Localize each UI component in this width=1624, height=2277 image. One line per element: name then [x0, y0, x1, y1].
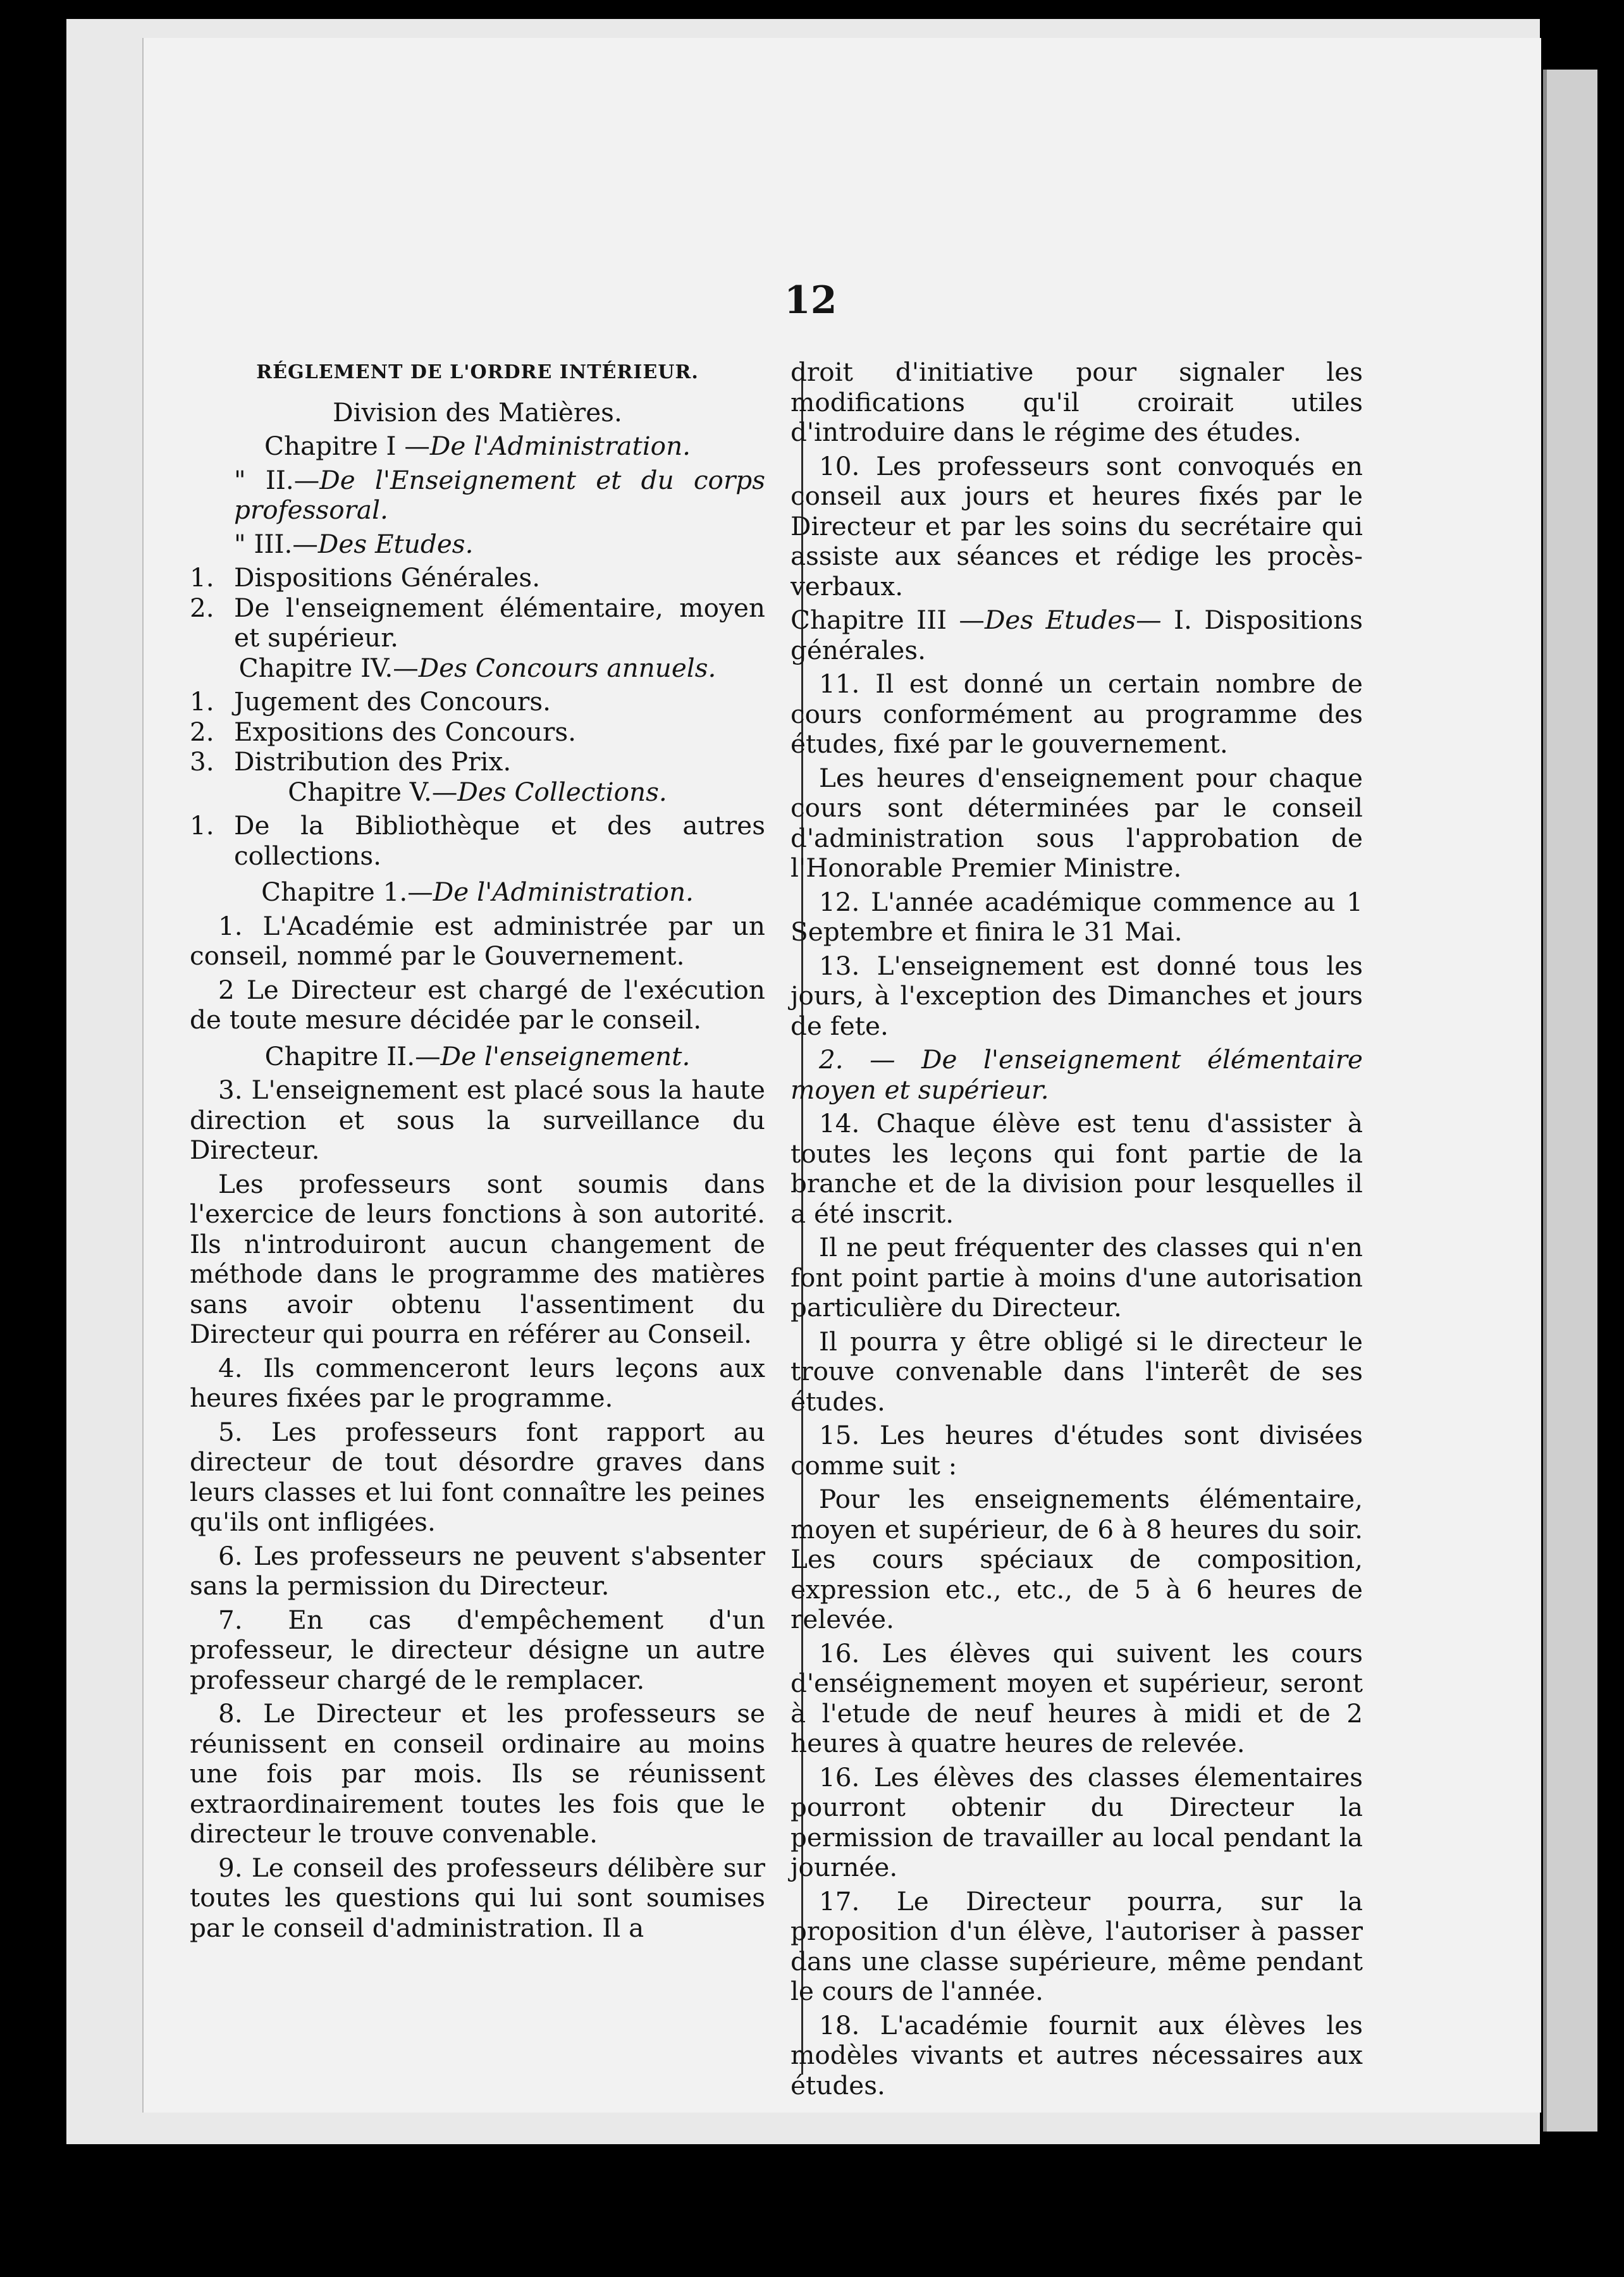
toc-chapter-1-title: De l'Administration.: [429, 431, 691, 461]
chapter-2-heading: [190, 1042, 765, 1072]
article-2: 2 Le Directeur est chargé de l'exécution de toute mesure décidée par le conseil.: [190, 974, 765, 1035]
article-14-paragraph-3: Il pourra y être obligé si le directeur le trouve convenable dans l'interêt de ses études.: [790, 1326, 1363, 1417]
toc-chapter-5: [190, 777, 765, 808]
list-item: [190, 717, 765, 748]
section-2-title: 2. — De l'enseignement élémentaire moyen et supérieur.: [790, 1044, 1363, 1105]
article-17: 17. Le Directeur pourra, sur la proposition d'un élève, l'autoriser à passer dans une classe supérieure, même pendant le cours de l'année.: [790, 1885, 1363, 2006]
division-heading: Division des Matières.: [333, 397, 622, 428]
list-item-text: De l'enseignement élémentaire, moyen et supérieur.: [234, 592, 765, 653]
list-item-number: 1.: [190, 562, 214, 593]
article-3: 3. L'enseignement est placé sous la haute direction et sous la surveillance du Directeur.: [190, 1075, 765, 1165]
chapter-3-prefix: Chapitre III —: [790, 605, 985, 635]
article-7: 7. En cas d'empêchement d'un professeur, le directeur désigne un autre professeur chargé de le remplacer.: [190, 1604, 765, 1695]
list-item-number: 2.: [190, 592, 214, 623]
chapter-1-prefix: Chapitre 1.—: [261, 877, 433, 907]
right-column: [790, 357, 1363, 2104]
page-edge: [1543, 70, 1597, 2132]
concours-list: [190, 687, 765, 777]
chapter-3-title: Des Etudes—: [984, 605, 1162, 635]
list-item-text: Dispositions Générales.: [234, 562, 541, 593]
list-item-text: Distribution des Prix.: [234, 746, 512, 777]
list-item: [190, 811, 765, 871]
article-15-paragraph: Pour les enseignements élémentaire, moyen et supérieur, de 6 à 8 heures du soir. Les cours spéciaux de composition, expression etc., etc., de 5 à 6 heures de relevée.: [790, 1484, 1363, 1634]
article-3-paragraph: Les professeurs sont soumis dans l'exercice de leurs fonctions à son autorité. Ils n'introduiront aucun changement de méthode dans le programme des matières sans avoir obtenu l'assentiment du Directeur qui pourra en référer au Conseil.: [190, 1168, 765, 1349]
article-14: 14. Chaque élève est tenu d'assister à toutes les leçons qui font partie de la branche et de la division pour lesquelles il a été inscrit.: [790, 1108, 1363, 1229]
article-9-continued: droit d'initiative pour signaler les modifications qu'il croirait utiles d'introduire dans le régime des études.: [790, 357, 1363, 447]
toc-chapter-2-prefix: " II.—: [234, 464, 320, 495]
chapter-2-prefix: Chapitre II.—: [264, 1040, 441, 1071]
article-16b: 16. Les élèves des classes élementaires pourront obtenir du Directeur la permission de travailler au local pendant la journée.: [790, 1762, 1363, 1882]
page-number: 12: [784, 278, 837, 323]
list-item-text: Expositions des Concours.: [234, 716, 576, 747]
article-5: 5. Les professeurs font rapport au directeur de tout désordre graves dans leurs classes et lui font connaître les peines qu'ils ont infligées.: [190, 1416, 765, 1537]
list-item-number: 2.: [190, 716, 214, 747]
toc-chapter-1: [190, 431, 765, 462]
etudes-list: [190, 563, 765, 653]
article-8: 8. Le Directeur et les professeurs se réunissent en conseil ordinaire au moins une fois par mois. Ils se réunissent extraordinairement toutes les fois que le directeur le trouve convenable.: [190, 1698, 765, 1849]
list-item: [190, 593, 765, 653]
toc-chapter-3-title: Des Etudes.: [317, 528, 474, 559]
list-item-number: 1.: [190, 686, 214, 717]
article-6: 6. Les professeurs ne peuvent s'absenter sans la permission du Directeur.: [190, 1540, 765, 1601]
article-18: 18. L'académie fournit aux élèves les modèles vivants et autres nécessaires aux études.: [790, 2009, 1363, 2101]
chapter-1-title: De l'Administration.: [433, 877, 694, 907]
toc-chapter-3: [190, 529, 765, 560]
article-13: 13. L'enseignement est donné tous les jours, à l'exception des Dimanches et jours de fete.: [790, 950, 1363, 1041]
chapter-2-title: De l'enseignement.: [440, 1040, 691, 1071]
list-item-text: Jugement des Concours.: [234, 686, 551, 717]
article-4: 4. Ils commenceront leurs leçons aux heures fixées par le programme.: [190, 1352, 765, 1413]
chapter-3-heading: [790, 605, 1363, 665]
list-item: [190, 687, 765, 717]
list-item-text: De la Bibliothèque et des autres collections.: [234, 810, 765, 871]
list-item: [190, 563, 765, 593]
article-14-paragraph-2: Il ne peut fréquenter des classes qui n'en font point partie à moins d'une autorisation particulière du Directeur.: [790, 1232, 1363, 1323]
chapter-3-section: I. Dispositions générales.: [790, 605, 1363, 665]
article-11-paragraph: Les heures d'enseignement pour chaque cours sont déterminées par le conseil d'administration sous l'approbation de l'Honorable Premier Ministre.: [790, 762, 1363, 883]
section-2-heading: [790, 1045, 1363, 1105]
left-column: [190, 357, 765, 1947]
article-12: 12. L'année académique commence au 1 Septembre et finira le 31 Mai.: [790, 886, 1363, 947]
article-10: 10. Les professeurs sont convoqués en conseil aux jours et heures fixés par le Directeur et par les soins du secrétaire qui assiste aux séances et rédige les procès-verbaux.: [790, 450, 1363, 602]
toc-chapter-4-prefix: Chapitre IV.—: [238, 652, 419, 683]
article-11: 11. Il est donné un certain nombre de cours conformément au programme des études, fixé par le gouvernement.: [790, 669, 1363, 759]
toc-chapter-4: [190, 653, 765, 684]
list-item-number: 1.: [190, 810, 214, 841]
article-16a: 16. Les élèves qui suivent les cours d'enséignement moyen et supérieur, seront à l'etude de neuf heures à midi et de 2 heures à quatre heures de relevée.: [790, 1638, 1363, 1758]
chapter-1-heading: [190, 877, 765, 908]
toc-chapter-5-title: Des Collections.: [457, 776, 667, 807]
toc-chapter-2-title: De l'Enseignement et du corps professoral.: [234, 464, 766, 525]
collections-list: [190, 811, 765, 871]
article-1: 1. L'Académie est administrée par un conseil, nommé par le Gouvernement.: [190, 910, 765, 971]
article-15: 15. Les heures d'études sont divisées comme suit :: [790, 1420, 1363, 1481]
toc-chapter-4-title: Des Concours annuels.: [418, 652, 717, 683]
toc-chapter-1-prefix: Chapitre I —: [264, 431, 430, 461]
list-item-number: 3.: [190, 746, 214, 777]
toc-chapter-3-prefix: " III.—: [234, 528, 318, 559]
document-title: RÉGLEMENT DE L'ORDRE INTÉRIEUR.: [256, 361, 699, 383]
article-9: 9. Le conseil des professeurs délibère sur toutes les questions qui lui sont soumises par le conseil d'administration. Il a: [190, 1852, 765, 1943]
toc-chapter-5-prefix: Chapitre V.—: [288, 776, 458, 807]
list-item: [190, 747, 765, 777]
toc-chapter-2: [190, 466, 765, 526]
